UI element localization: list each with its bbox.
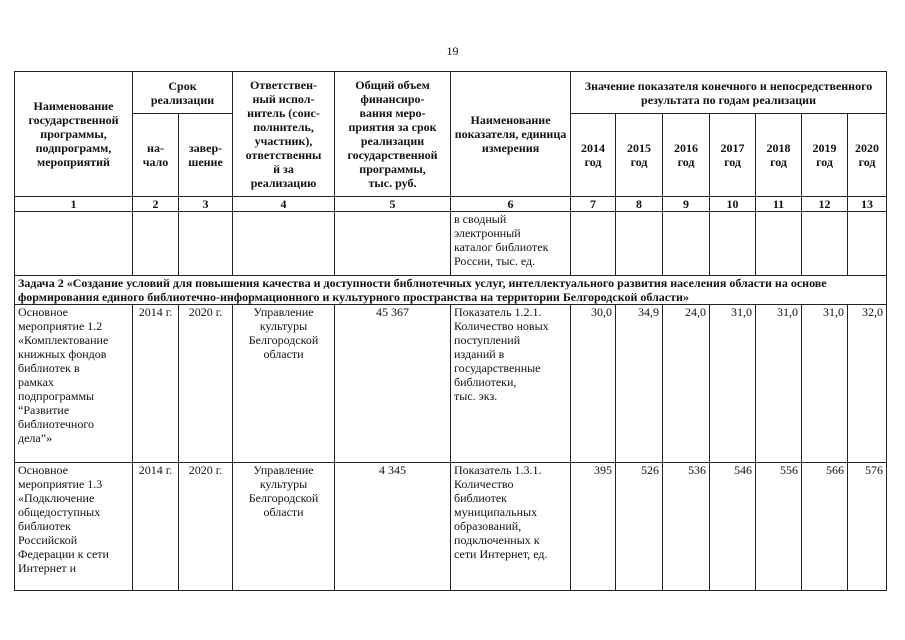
task-title: Задача 2 «Создание условий для повышения качества и доступности библиотечных услуг, интеллектуального развития населения области на основе формирования единого библиотечно-информационного и культурного пространства на территории Белгородской области» <box>15 276 887 305</box>
header-year-2017: 2017 год <box>710 114 756 197</box>
col-number: 2 <box>133 197 179 212</box>
end-year: 2020 г. <box>179 463 233 591</box>
col-number: 13 <box>848 197 887 212</box>
col-number: 6 <box>451 197 571 212</box>
col-number: 9 <box>663 197 710 212</box>
header-indicator: Наименование показателя, единица измерения <box>451 72 571 197</box>
col-number: 3 <box>179 197 233 212</box>
col-number: 11 <box>756 197 802 212</box>
value-2020: 32,0 <box>848 305 887 463</box>
value-2018: 31,0 <box>756 305 802 463</box>
col-number: 1 <box>15 197 133 212</box>
table-row <box>15 305 887 463</box>
start-year: 2014 г. <box>133 463 179 591</box>
responsible: Управление культуры Белгородской области <box>233 305 335 463</box>
value-2015: 34,9 <box>616 305 663 463</box>
table-row <box>15 463 887 591</box>
indicator-cell: Показатель 1.3.1. Количество библиотек муниципальных образований, подключенных к сети Интернет, ед. <box>451 463 571 591</box>
header-year-2020: 2020 год <box>848 114 887 197</box>
table-row <box>15 212 887 276</box>
measure-name: Основное мероприятие 1.3 «Подключение общедоступных библиотек Российской Федерации к сети Интернет и <box>15 463 133 591</box>
value-2020: 576 <box>848 463 887 591</box>
value-2014: 30,0 <box>571 305 616 463</box>
header-values: Значение показателя конечного и непосредственного результата по годам реализации <box>571 72 887 114</box>
header-program-name: Наименование государственной программы, подпрограмм, мероприятий <box>15 72 133 197</box>
col-number: 8 <box>616 197 663 212</box>
task-row <box>15 276 887 305</box>
header-end: завер- шение <box>179 114 233 197</box>
responsible: Управление культуры Белгородской области <box>233 463 335 591</box>
value-2018: 556 <box>756 463 802 591</box>
value-2017: 546 <box>710 463 756 591</box>
header-start: на- чало <box>133 114 179 197</box>
col-number: 12 <box>802 197 848 212</box>
value-2019: 566 <box>802 463 848 591</box>
page-number: 19 <box>446 44 459 58</box>
value-2014: 395 <box>571 463 616 591</box>
indicator-cell: в сводный электронный каталог библиотек России, тыс. ед. <box>451 212 571 276</box>
indicator-cell: Показатель 1.2.1. Количество новых поступлений изданий в государственные библиотеки, тыс. экз. <box>451 305 571 463</box>
col-number: 10 <box>710 197 756 212</box>
financing: 45 367 <box>335 305 451 463</box>
value-2016: 24,0 <box>663 305 710 463</box>
end-year: 2020 г. <box>179 305 233 463</box>
header-year-2019: 2019 год <box>802 114 848 197</box>
value-2016: 536 <box>663 463 710 591</box>
header-year-2015: 2015 год <box>616 114 663 197</box>
header-responsible: Ответствен- ный испол- нитель (соис- полнитель, участник), ответственны й за реализацию <box>233 72 335 197</box>
value-2017: 31,0 <box>710 305 756 463</box>
col-number: 4 <box>233 197 335 212</box>
program-table <box>14 71 887 591</box>
header-financing: Общий объем финансиро- вания меро- приятия за срок реализации государственной программы, тыс. руб. <box>335 72 451 197</box>
column-numbers-row <box>15 197 887 212</box>
col-number: 7 <box>571 197 616 212</box>
financing: 4 345 <box>335 463 451 591</box>
col-number: 5 <box>335 197 451 212</box>
header-term: Срок реализации <box>133 72 233 114</box>
value-2019: 31,0 <box>802 305 848 463</box>
header-year-2016: 2016 год <box>663 114 710 197</box>
header-year-2018: 2018 год <box>756 114 802 197</box>
measure-name: Основное мероприятие 1.2 «Комплектование книжных фондов библиотек в рамках подпрограммы “Развитие библиотечного дела”» <box>15 305 133 463</box>
start-year: 2014 г. <box>133 305 179 463</box>
value-2015: 526 <box>616 463 663 591</box>
header-year-2014: 2014 год <box>571 114 616 197</box>
